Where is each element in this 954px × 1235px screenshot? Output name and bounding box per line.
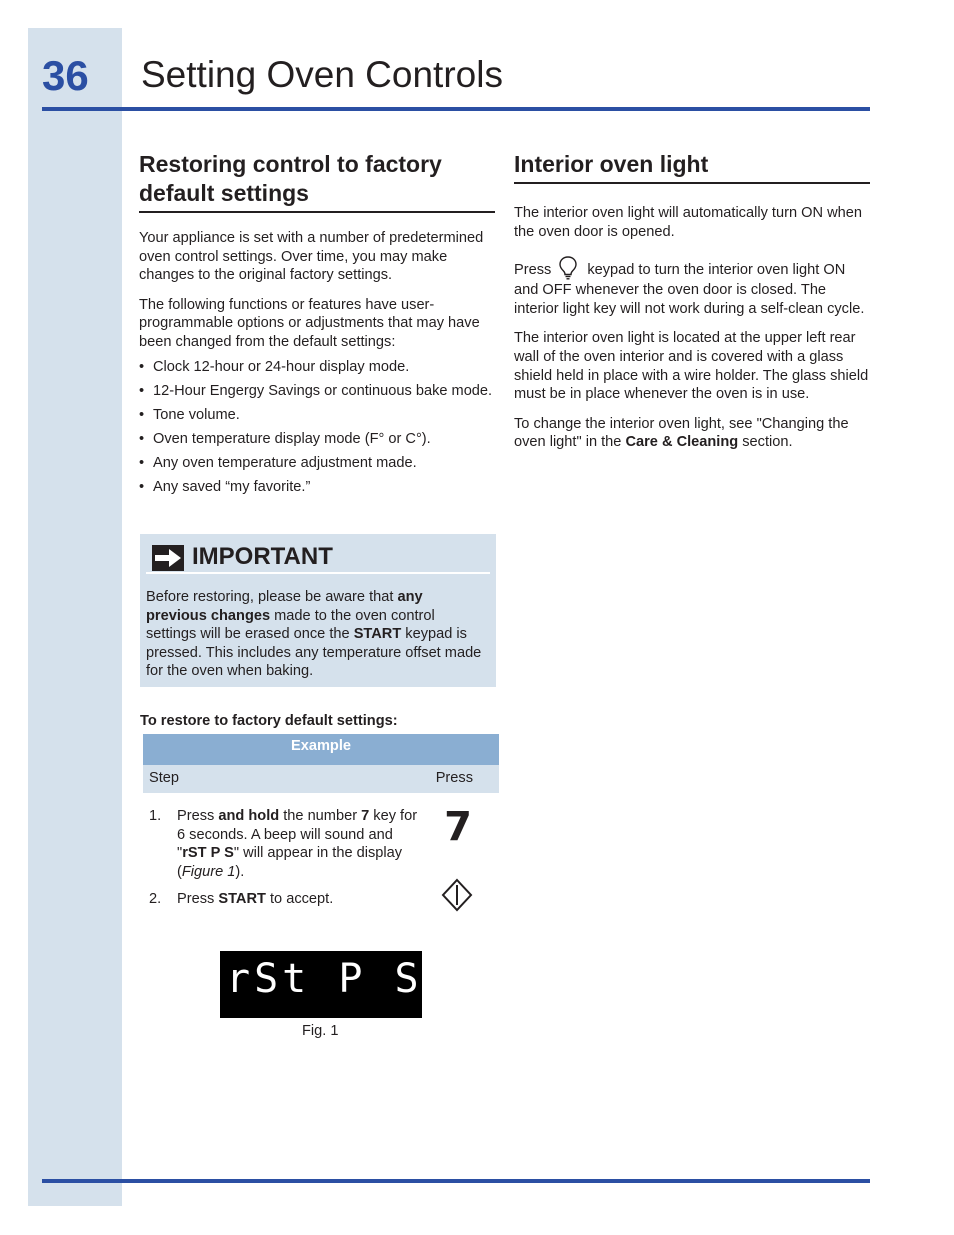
start-key-icon — [440, 878, 474, 914]
interior-light-heading: Interior oven light — [514, 150, 870, 184]
column-header-press: Press — [435, 770, 473, 786]
seven-key-icon — [440, 804, 476, 848]
step-text — [177, 807, 421, 881]
text-run: keypad to turn the interior oven light ON and OFF whenever the oven door is closed. The interior light key will not work during a self-clean cycle. — [514, 262, 865, 317]
restore-intro: Your appliance is set with a number of predetermined oven control settings. Over time, you may make changes to the original factory settings. — [139, 230, 484, 284]
text-run-bold: and hold — [218, 808, 280, 824]
text-run-bold: Care & Cleaning — [625, 434, 739, 451]
display-readout: rSt P S — [226, 956, 422, 1002]
light-bulb-icon — [557, 255, 579, 281]
list-item: • 12-Hour Engergy Savings or continuous bake mode. — [139, 382, 495, 401]
text-run: key for 6 seconds. A beep will sound and " — [177, 808, 418, 862]
interior-light-p3: The interior oven light is located at the upper left rear wall of the oven interior and is covered with a glass shield held in place with a wire holder. The glass shield must be in place whenever the oven is in use. — [514, 330, 869, 403]
column-header-step: Step — [149, 770, 180, 786]
footer-rule — [42, 1179, 870, 1183]
important-text — [146, 588, 486, 681]
text-run-bold: START — [353, 626, 402, 643]
text-run: " will appear in the display ( — [177, 845, 403, 880]
text-run-bold: 7 — [361, 808, 370, 824]
seven-key-label: 7 — [444, 804, 472, 848]
important-box — [140, 534, 496, 687]
figure-caption: Fig. 1 — [302, 1023, 339, 1039]
side-band — [28, 28, 122, 1206]
text-run-bold: rST P S — [182, 845, 234, 862]
text-run: made to the oven control settings will be erased once the — [146, 607, 435, 643]
text-run: the number — [279, 808, 362, 824]
list-item: • Any oven temperature adjustment made. — [139, 454, 495, 473]
step-text — [177, 890, 421, 909]
important-title: IMPORTANT — [192, 543, 333, 570]
text-run: Before restoring, please be aware that — [146, 589, 398, 605]
restore-functions-intro: The following functions or features have user-programmable options or adjustments that may have been changed from the default settings: — [139, 296, 480, 350]
header-rule — [42, 107, 870, 111]
list-item: • Any saved “my favorite.” — [139, 478, 495, 497]
restore-section — [139, 150, 495, 502]
arrow-right-icon — [152, 545, 184, 571]
text-run: To change the interior oven light, see "Changing the oven light" in the — [514, 415, 849, 451]
text-run: Press — [514, 262, 552, 279]
text-run-bold: START — [218, 891, 266, 907]
functions-list — [139, 358, 495, 497]
oven-display — [220, 951, 422, 1018]
list-item: • Tone volume. — [139, 406, 495, 425]
restore-heading: Restoring control to factory default settings — [139, 150, 495, 213]
text-run: section. — [738, 434, 793, 451]
restore-procedure-title: To restore to factory default settings: — [140, 713, 398, 729]
page-title: Setting Oven Controls — [141, 54, 503, 95]
list-item: • Clock 12-hour or 24-hour display mode. — [139, 358, 495, 377]
step-number: 1. — [149, 808, 162, 824]
text-run: keypad is pressed. This includes any temperature offset made for the oven when baking. — [146, 626, 482, 680]
text-run: Press — [177, 808, 219, 824]
text-run-italic: Figure 1 — [181, 863, 236, 880]
text-run-bold: any previous changes — [146, 589, 423, 624]
interior-light-section — [514, 150, 870, 452]
page-number: 36 — [42, 52, 89, 99]
important-header — [146, 540, 490, 574]
text-run: to accept. — [265, 891, 334, 907]
interior-light-p1: The interior oven light will automatically turn ON when the oven door is opened. — [514, 205, 862, 240]
example-table-header: Example — [143, 734, 499, 765]
step-number: 2. — [149, 891, 162, 907]
interior-light-p4 — [514, 415, 870, 452]
text-run: Press — [177, 891, 219, 907]
example-column-headers — [143, 765, 499, 793]
list-item: • Oven temperature display mode (F° or C°). — [139, 430, 495, 449]
text-run: ). — [235, 863, 245, 880]
interior-light-p2 — [514, 255, 870, 318]
